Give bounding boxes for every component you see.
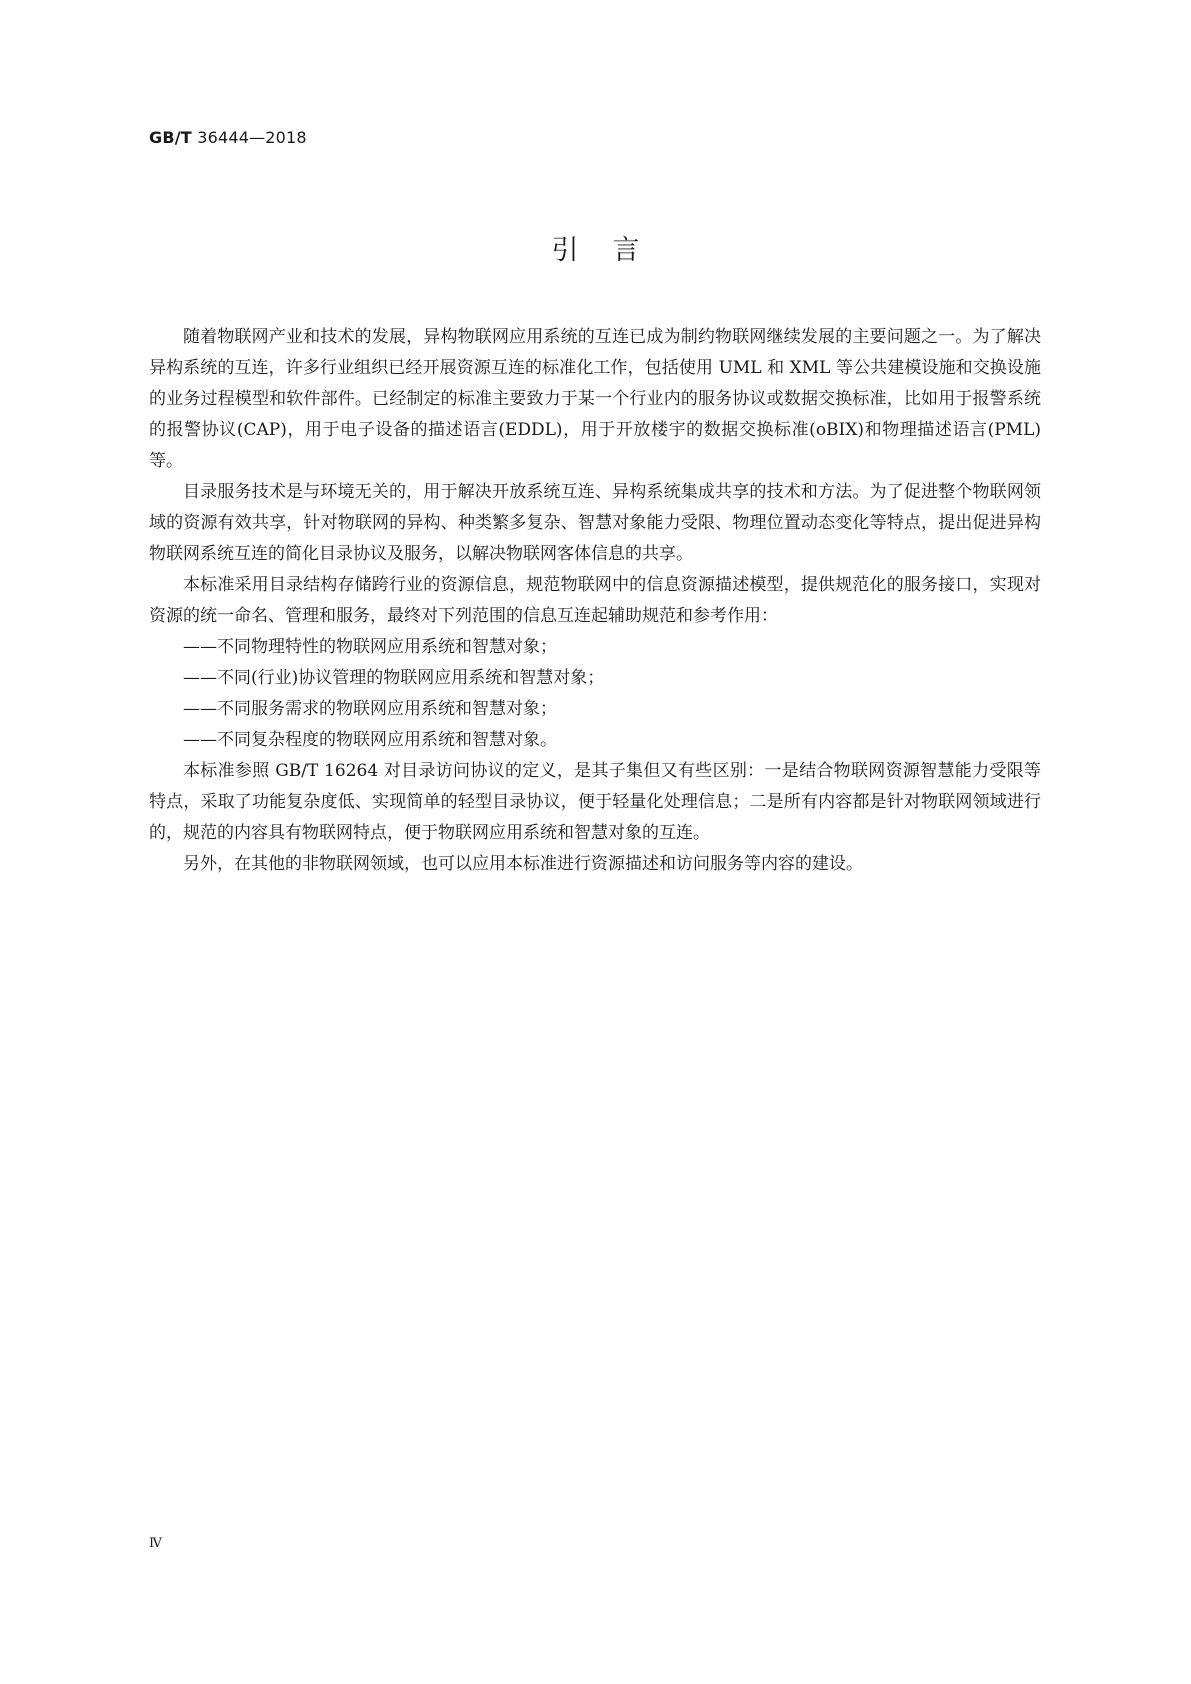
paragraph-3: 本标准采用目录结构存储跨行业的资源信息，规范物联网中的信息资源描述模型，提供规范化的服务接口，实现对资源的统一命名、管理和服务，最终对下列范围的信息互连起辅助规范和参考作用： bbox=[149, 575, 1041, 626]
page-number: Ⅳ bbox=[149, 1536, 162, 1551]
standard-number-header bbox=[149, 128, 307, 147]
paragraph-2: 目录服务技术是与环境无关的，用于解决开放系统互连、异构系统集成共享的技术和方法。为了促进整个物联网领域的资源有效共享，针对物联网的异构、种类繁多复杂、智慧对象能力受限、物理位置动态变化等特点，提出促进异构物联网系统互连的简化目录协议及服务，以解决物联网客体信息的共享。 bbox=[149, 482, 1041, 564]
standard-number: 36444—2018 bbox=[197, 128, 307, 147]
paragraph-5: 另外，在其他的非物联网领域，也可以应用本标准进行资源描述和访问服务等内容的建设。 bbox=[183, 854, 863, 874]
introduction-body bbox=[149, 322, 1041, 880]
list-item: ——不同物理特性的物联网应用系统和智慧对象； bbox=[183, 637, 557, 657]
list-item: ——不同复杂程度的物联网应用系统和智慧对象。 bbox=[183, 730, 557, 750]
scope-list bbox=[149, 632, 1041, 756]
paragraph-4: 本标准参照 GB/T 16264 对目录访问协议的定义，是其子集但又有些区别：一是结合物联网资源智慧能力受限等特点，采取了功能复杂度低、实现简单的轻型目录协议，便于轻量化处理信息；二是所有内容都是针对物联网领域进行的，规范的内容具有物联网特点，便于物联网应用系统和智慧对象的互连。 bbox=[149, 761, 1041, 843]
standard-prefix: GB/T bbox=[149, 128, 192, 147]
list-item: ——不同(行业)协议管理的物联网应用系统和智慧对象； bbox=[183, 668, 605, 688]
paragraph-1: 随着物联网产业和技术的发展，异构物联网应用系统的互连已成为制约物联网继续发展的主要问题之一。为了解决异构系统的互连，许多行业组织已经开展资源互连的标准化工作，包括使用 UML 和 XML 等公共建模设施和交换设施的业务过程模型和软件部件。已经制定的标准主要致力于某一个行业内的服务协议或数据交换标准，比如用于报警系统的报警协议(CAP)，用于电子设备的描述语言(EDDL)，用于开放楼宇的数据交换标准(oBIX)和物理描述语言(PML)等。 bbox=[149, 327, 1041, 471]
section-title: 引言 bbox=[551, 235, 674, 266]
list-item: ——不同服务需求的物联网应用系统和智慧对象； bbox=[183, 699, 557, 719]
